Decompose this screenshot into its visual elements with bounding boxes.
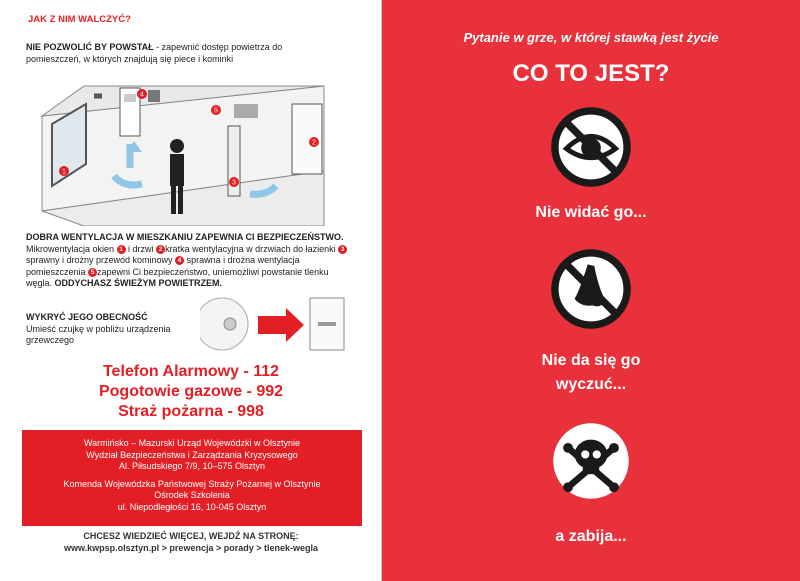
svg-text:4: 4 [140,91,144,99]
num-badge: 1 [117,245,126,254]
addr1-line: Warmińsko – Mazurski Urząd Wojewódzki w Olsztynie [83,438,301,448]
phone-alarm: Telefon Alarmowy - 112 [102,363,280,380]
svg-text:2: 2 [312,139,316,147]
section-title-fight: JAK Z NIM WALCZYĆ? [28,14,131,25]
prevention-bold: NIE POZWOLIĆ BY POWSTAŁ [26,42,154,52]
num-badge: 2 [156,245,165,254]
address-box [22,430,362,526]
prevention-paragraph [26,42,326,65]
detector-illustration [200,294,350,354]
phone-gas: Pogotowie gazowe - 992 [98,383,284,400]
caption-odorless-1: Nie da się go [541,352,641,369]
caption-invisible: Nie widać go... [535,204,647,221]
phone-fire: Straż pożarna - 998 [118,403,264,420]
num-badge: 4 [175,256,184,265]
addr2-line: Ośrodek Szkolenia [154,490,230,500]
main-title: CO TO JEST? [512,60,670,87]
vent-text-e: sprawna i drożna wentylacja pomieszczenia [26,255,300,277]
svg-text:1: 1 [62,168,66,176]
addr1-line: Wydział Bezpieczeństwa i Zarządzania Kryzysowego [86,449,298,460]
caption-odorless-2: wyczuć... [555,376,627,393]
detect-text: Umieść czujkę w pobliżu urządzenia grzewczego [26,323,171,345]
vent-text-c: kratka wentylacyjna w drzwiach do łazienki [165,243,339,254]
addr1-line: Al. Piłsudskiego 7/9, 10–575 Olsztyn [118,461,266,471]
vent-text-f: zapewni Ci bezpieczeństwo, uniemożliwi powstanie tlenku węgla. [26,266,329,288]
subtitle: Pytanie w grze, w której stawką jest życie [463,30,719,45]
footer-prompt: CHCESZ WIEDZIEĆ WIĘCEJ, WEJDŹ NA STRONĘ: [83,531,299,541]
no-nose-icon [550,248,632,330]
footer-link[interactable]: www.kwpsp.olsztyn.pl > prewencja > porady > tlenek-wegla [64,543,318,553]
vent-text-g: ODDYCHASZ ŚWIEŻYM POWIETRZEM. [54,278,223,288]
detect-section [26,312,206,347]
addr2-line: ul. Niepodległości 16, 10-045 Olsztyn [117,501,267,512]
room-illustration [24,76,354,226]
emergency-phones [0,362,382,422]
detect-title: WYKRYĆ JEGO OBECNOŚĆ [26,312,148,322]
vent-text-b: i drzwi [125,243,157,254]
svg-text:5: 5 [214,107,218,115]
skull-crossbones-icon [550,420,632,502]
num-badge: 3 [338,245,347,254]
ventilation-bold: DOBRA WENTYLACJA W MIESZKANIU ZAPEWNIA CI BEZPIECZEŃSTWO. [26,232,344,242]
addr2-line: Komenda Wojewódzka Państwowej Straży Pożarnej w Olsztynie [63,478,321,489]
svg-text:3: 3 [232,179,236,187]
no-eye-icon [550,106,632,188]
ventilation-paragraph [26,232,352,290]
right-panel [382,0,800,581]
prevention-text: - zapewnić dostęp powietrza do pomieszczeń, w których znajdują się piece i kominki [26,42,283,64]
vent-text-d: sprawny i drożny przewód kominowy [26,255,176,265]
vent-text-a: Mikrowentylacja okien [26,243,117,254]
footer [0,530,382,554]
left-panel [0,0,382,581]
caption-kills: a zabija... [555,528,627,545]
num-badge: 5 [88,268,97,277]
